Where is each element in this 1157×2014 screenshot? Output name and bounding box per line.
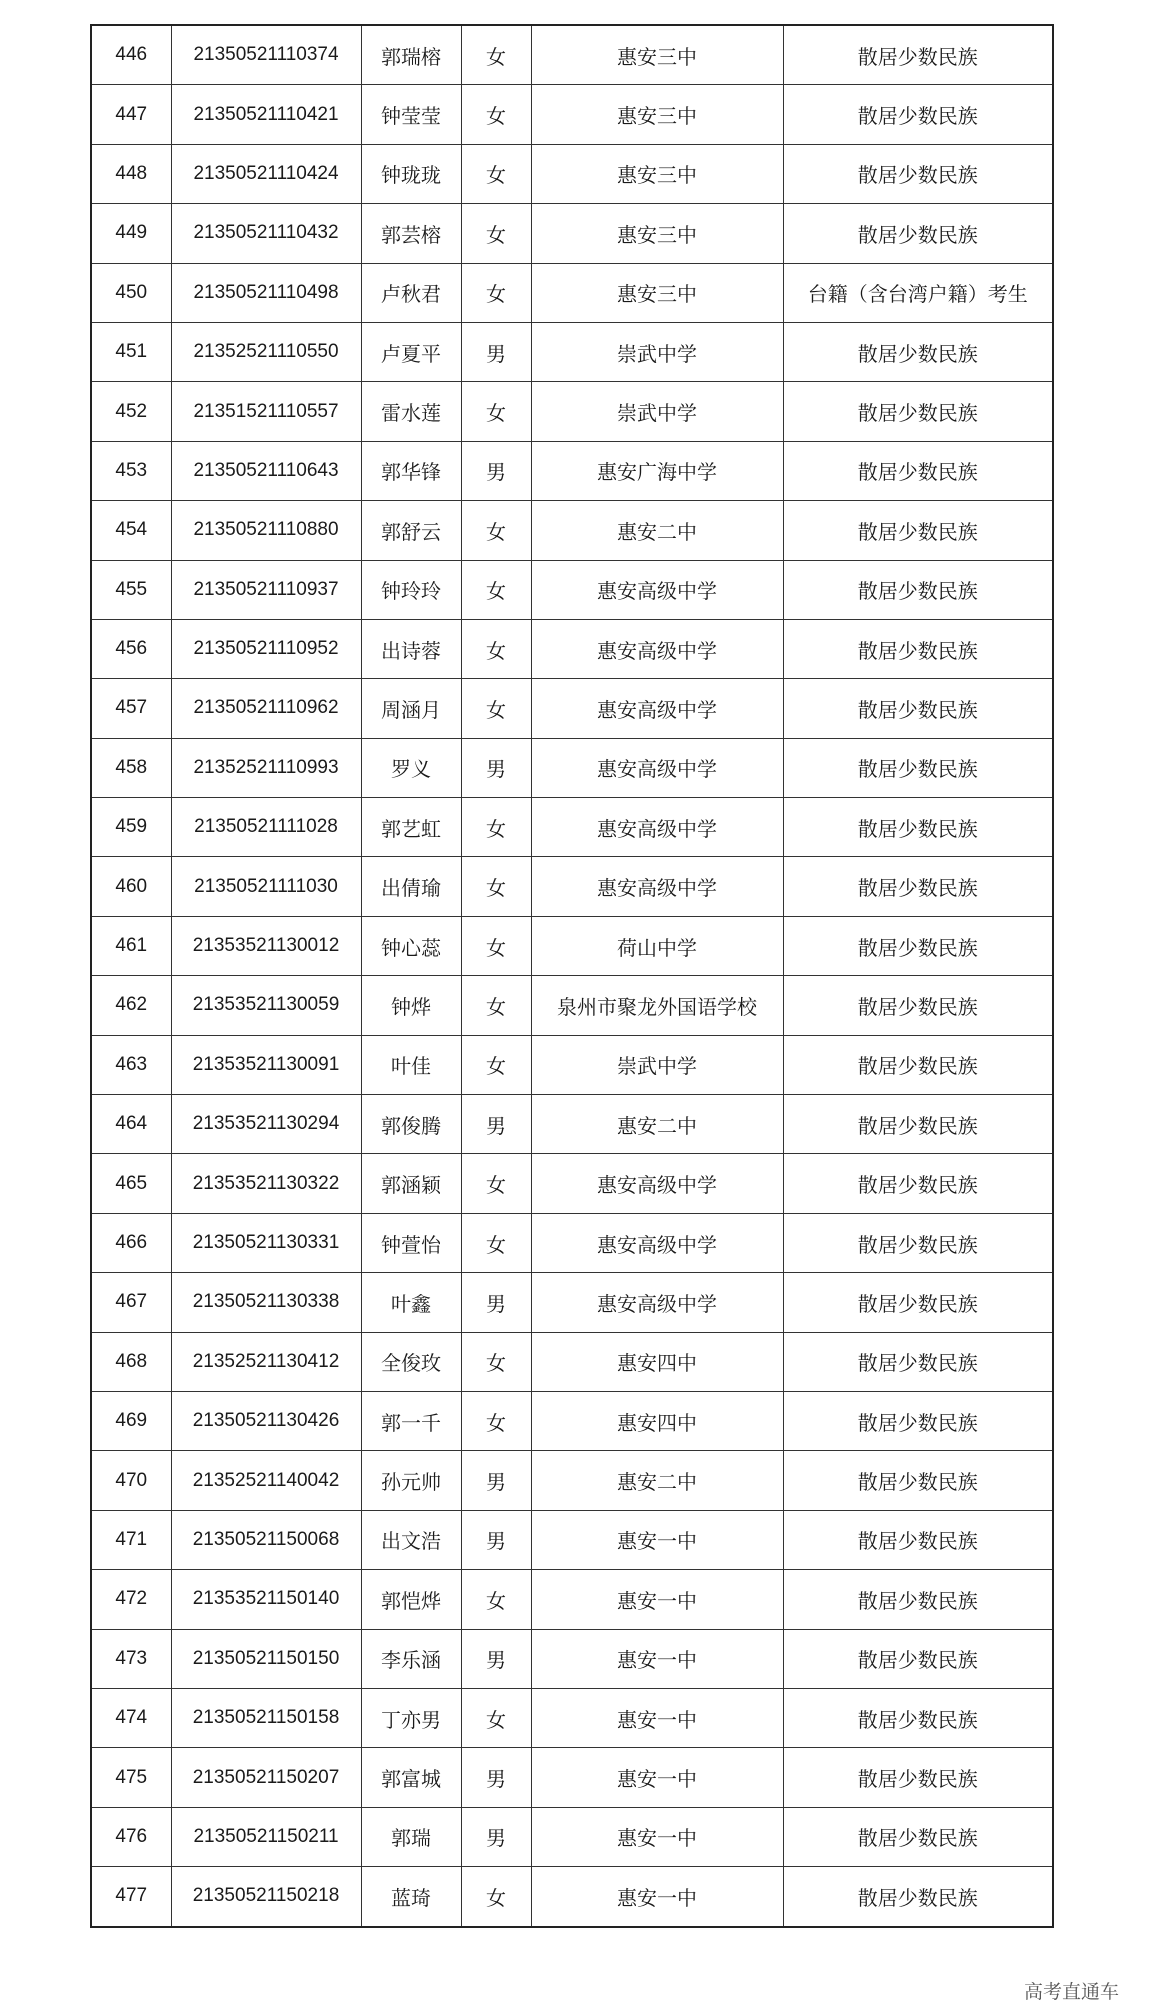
- row-number-cell: 462: [91, 976, 171, 1035]
- gender-cell: 女: [461, 501, 531, 560]
- table-row: [91, 560, 1053, 619]
- gender-cell: 女: [461, 263, 531, 322]
- row-number-cell: 476: [91, 1807, 171, 1866]
- school-cell: 惠安高级中学: [531, 1273, 783, 1332]
- exam-id-cell: 21352521140042: [171, 1451, 361, 1510]
- table-row: [91, 1510, 1053, 1569]
- school-cell: 惠安高级中学: [531, 738, 783, 797]
- gender-cell: 女: [461, 144, 531, 203]
- row-number-cell: 477: [91, 1867, 171, 1927]
- school-cell: 惠安二中: [531, 1095, 783, 1154]
- student-name-cell: 叶鑫: [361, 1273, 461, 1332]
- student-name-cell: 钟心蕊: [361, 916, 461, 975]
- school-cell: 惠安高级中学: [531, 560, 783, 619]
- category-cell: 散居少数民族: [783, 1451, 1053, 1510]
- row-number-cell: 456: [91, 619, 171, 678]
- category-cell: 散居少数民族: [783, 1095, 1053, 1154]
- exam-id-cell: 21352521110993: [171, 738, 361, 797]
- category-cell: 散居少数民族: [783, 738, 1053, 797]
- row-number-cell: 446: [91, 25, 171, 85]
- student-name-cell: 郭华锋: [361, 441, 461, 500]
- exam-id-cell: 21350521110643: [171, 441, 361, 500]
- school-cell: 崇武中学: [531, 322, 783, 381]
- category-cell: 散居少数民族: [783, 619, 1053, 678]
- table-row: [91, 857, 1053, 916]
- row-number-cell: 468: [91, 1332, 171, 1391]
- school-cell: 惠安高级中学: [531, 1154, 783, 1213]
- student-name-cell: 叶佳: [361, 1035, 461, 1094]
- exam-id-cell: 21350521150068: [171, 1510, 361, 1569]
- student-name-cell: 蓝琦: [361, 1867, 461, 1927]
- exam-id-cell: 21353521150140: [171, 1570, 361, 1629]
- table-row: [91, 1451, 1053, 1510]
- table-row: [91, 1688, 1053, 1747]
- row-number-cell: 466: [91, 1213, 171, 1272]
- gender-cell: 男: [461, 1273, 531, 1332]
- student-name-cell: 钟玲玲: [361, 560, 461, 619]
- row-number-cell: 457: [91, 679, 171, 738]
- student-name-cell: 钟莹莹: [361, 85, 461, 144]
- table-row: [91, 85, 1053, 144]
- category-cell: 散居少数民族: [783, 798, 1053, 857]
- row-number-cell: 454: [91, 501, 171, 560]
- gender-cell: 男: [461, 1748, 531, 1807]
- student-name-cell: 郭涵颖: [361, 1154, 461, 1213]
- category-cell: 散居少数民族: [783, 857, 1053, 916]
- row-number-cell: 471: [91, 1510, 171, 1569]
- category-cell: 散居少数民族: [783, 1807, 1053, 1866]
- gender-cell: 女: [461, 798, 531, 857]
- table-row: [91, 1748, 1053, 1807]
- row-number-cell: 455: [91, 560, 171, 619]
- student-name-cell: 郭舒云: [361, 501, 461, 560]
- school-cell: 惠安一中: [531, 1570, 783, 1629]
- table-row: [91, 1154, 1053, 1213]
- school-cell: 惠安三中: [531, 144, 783, 203]
- gender-cell: 男: [461, 1510, 531, 1569]
- exam-id-cell: 21353521130294: [171, 1095, 361, 1154]
- table-row: [91, 1570, 1053, 1629]
- student-name-cell: 钟烨: [361, 976, 461, 1035]
- category-cell: 台籍（含台湾户籍）考生: [783, 263, 1053, 322]
- gender-cell: 女: [461, 204, 531, 263]
- school-cell: 惠安高级中学: [531, 679, 783, 738]
- student-list-table: [90, 24, 1054, 1928]
- school-cell: 惠安一中: [531, 1807, 783, 1866]
- category-cell: 散居少数民族: [783, 976, 1053, 1035]
- category-cell: 散居少数民族: [783, 1213, 1053, 1272]
- exam-id-cell: 21351521110557: [171, 382, 361, 441]
- category-cell: 散居少数民族: [783, 1688, 1053, 1747]
- student-name-cell: 全俊玫: [361, 1332, 461, 1391]
- row-number-cell: 450: [91, 263, 171, 322]
- row-number-cell: 472: [91, 1570, 171, 1629]
- school-cell: 荷山中学: [531, 916, 783, 975]
- exam-id-cell: 21353521130059: [171, 976, 361, 1035]
- school-cell: 惠安二中: [531, 1451, 783, 1510]
- gender-cell: 女: [461, 619, 531, 678]
- table-row: [91, 798, 1053, 857]
- table-row: [91, 976, 1053, 1035]
- gender-cell: 女: [461, 1154, 531, 1213]
- gender-cell: 男: [461, 1451, 531, 1510]
- student-name-cell: 郭一千: [361, 1391, 461, 1450]
- table-row: [91, 204, 1053, 263]
- gender-cell: 女: [461, 1570, 531, 1629]
- table-row: [91, 322, 1053, 381]
- exam-id-cell: 21353521130091: [171, 1035, 361, 1094]
- table-row: [91, 1213, 1053, 1272]
- exam-id-cell: 21350521130331: [171, 1213, 361, 1272]
- table-row: [91, 1273, 1053, 1332]
- table-row: [91, 1807, 1053, 1866]
- row-number-cell: 461: [91, 916, 171, 975]
- category-cell: 散居少数民族: [783, 144, 1053, 203]
- exam-id-cell: 21350521150207: [171, 1748, 361, 1807]
- gender-cell: 女: [461, 857, 531, 916]
- gender-cell: 女: [461, 1688, 531, 1747]
- exam-id-cell: 21350521130338: [171, 1273, 361, 1332]
- gender-cell: 女: [461, 85, 531, 144]
- row-number-cell: 451: [91, 322, 171, 381]
- school-cell: 惠安三中: [531, 25, 783, 85]
- row-number-cell: 463: [91, 1035, 171, 1094]
- student-name-cell: 罗义: [361, 738, 461, 797]
- category-cell: 散居少数民族: [783, 382, 1053, 441]
- table-row: [91, 1867, 1053, 1927]
- school-cell: 惠安高级中学: [531, 1213, 783, 1272]
- school-cell: 惠安三中: [531, 204, 783, 263]
- student-name-cell: 出诗蓉: [361, 619, 461, 678]
- exam-id-cell: 21350521111028: [171, 798, 361, 857]
- exam-id-cell: 21350521110498: [171, 263, 361, 322]
- row-number-cell: 460: [91, 857, 171, 916]
- category-cell: 散居少数民族: [783, 916, 1053, 975]
- school-cell: 惠安高级中学: [531, 857, 783, 916]
- student-name-cell: 郭艺虹: [361, 798, 461, 857]
- category-cell: 散居少数民族: [783, 85, 1053, 144]
- gender-cell: 女: [461, 1035, 531, 1094]
- table-row: [91, 501, 1053, 560]
- table-row: [91, 1629, 1053, 1688]
- gender-cell: 女: [461, 1332, 531, 1391]
- exam-id-cell: 21350521130426: [171, 1391, 361, 1450]
- school-cell: 惠安一中: [531, 1688, 783, 1747]
- exam-id-cell: 21353521130322: [171, 1154, 361, 1213]
- gender-cell: 男: [461, 738, 531, 797]
- row-number-cell: 465: [91, 1154, 171, 1213]
- exam-id-cell: 21350521110424: [171, 144, 361, 203]
- category-cell: 散居少数民族: [783, 1629, 1053, 1688]
- category-cell: 散居少数民族: [783, 1510, 1053, 1569]
- table-row: [91, 1391, 1053, 1450]
- student-name-cell: 郭芸榕: [361, 204, 461, 263]
- gender-cell: 女: [461, 1391, 531, 1450]
- table-row: [91, 382, 1053, 441]
- student-name-cell: 雷水莲: [361, 382, 461, 441]
- category-cell: 散居少数民族: [783, 1867, 1053, 1927]
- exam-id-cell: 21350521110880: [171, 501, 361, 560]
- student-name-cell: 出倩瑜: [361, 857, 461, 916]
- row-number-cell: 469: [91, 1391, 171, 1450]
- student-name-cell: 孙元帅: [361, 1451, 461, 1510]
- category-cell: 散居少数民族: [783, 1570, 1053, 1629]
- gender-cell: 女: [461, 916, 531, 975]
- category-cell: 散居少数民族: [783, 1273, 1053, 1332]
- row-number-cell: 459: [91, 798, 171, 857]
- gender-cell: 女: [461, 1213, 531, 1272]
- school-cell: 惠安高级中学: [531, 798, 783, 857]
- student-name-cell: 卢夏平: [361, 322, 461, 381]
- school-cell: 惠安三中: [531, 85, 783, 144]
- gender-cell: 男: [461, 322, 531, 381]
- category-cell: 散居少数民族: [783, 441, 1053, 500]
- student-name-cell: 郭富城: [361, 1748, 461, 1807]
- gender-cell: 男: [461, 441, 531, 500]
- row-number-cell: 458: [91, 738, 171, 797]
- table-row: [91, 263, 1053, 322]
- student-name-cell: 钟萱怡: [361, 1213, 461, 1272]
- row-number-cell: 473: [91, 1629, 171, 1688]
- exam-id-cell: 21350521150218: [171, 1867, 361, 1927]
- row-number-cell: 453: [91, 441, 171, 500]
- exam-id-cell: 21350521110952: [171, 619, 361, 678]
- exam-id-cell: 21353521130012: [171, 916, 361, 975]
- exam-id-cell: 21350521150150: [171, 1629, 361, 1688]
- table-row: [91, 1095, 1053, 1154]
- school-cell: 惠安二中: [531, 501, 783, 560]
- gender-cell: 男: [461, 1807, 531, 1866]
- exam-id-cell: 21350521150158: [171, 1688, 361, 1747]
- table-row: [91, 916, 1053, 975]
- exam-id-cell: 21352521110550: [171, 322, 361, 381]
- row-number-cell: 464: [91, 1095, 171, 1154]
- school-cell: 惠安四中: [531, 1391, 783, 1450]
- exam-id-cell: 21352521130412: [171, 1332, 361, 1391]
- gender-cell: 女: [461, 976, 531, 1035]
- school-cell: 惠安一中: [531, 1867, 783, 1927]
- student-name-cell: 李乐涵: [361, 1629, 461, 1688]
- gender-cell: 女: [461, 25, 531, 85]
- table-row: [91, 25, 1053, 85]
- school-cell: 崇武中学: [531, 382, 783, 441]
- school-cell: 崇武中学: [531, 1035, 783, 1094]
- student-name-cell: 郭恺烨: [361, 1570, 461, 1629]
- table-row: [91, 1035, 1053, 1094]
- table-body: [91, 25, 1053, 1927]
- table-row: [91, 738, 1053, 797]
- gender-cell: 男: [461, 1629, 531, 1688]
- gender-cell: 女: [461, 679, 531, 738]
- watermark-text: 高考直通车: [1023, 1981, 1119, 2003]
- row-number-cell: 449: [91, 204, 171, 263]
- row-number-cell: 474: [91, 1688, 171, 1747]
- category-cell: 散居少数民族: [783, 322, 1053, 381]
- row-number-cell: 470: [91, 1451, 171, 1510]
- school-cell: 泉州市聚龙外国语学校: [531, 976, 783, 1035]
- school-cell: 惠安三中: [531, 263, 783, 322]
- school-cell: 惠安一中: [531, 1748, 783, 1807]
- student-name-cell: 郭俊腾: [361, 1095, 461, 1154]
- table-row: [91, 144, 1053, 203]
- category-cell: 散居少数民族: [783, 1154, 1053, 1213]
- student-name-cell: 丁亦男: [361, 1688, 461, 1747]
- row-number-cell: 448: [91, 144, 171, 203]
- school-cell: 惠安高级中学: [531, 619, 783, 678]
- exam-id-cell: 21350521110432: [171, 204, 361, 263]
- exam-id-cell: 21350521150211: [171, 1807, 361, 1866]
- category-cell: 散居少数民族: [783, 1035, 1053, 1094]
- student-name-cell: 周涵月: [361, 679, 461, 738]
- category-cell: 散居少数民族: [783, 501, 1053, 560]
- student-name-cell: 郭瑞: [361, 1807, 461, 1866]
- category-cell: 散居少数民族: [783, 204, 1053, 263]
- row-number-cell: 475: [91, 1748, 171, 1807]
- exam-id-cell: 21350521110962: [171, 679, 361, 738]
- gender-cell: 女: [461, 382, 531, 441]
- table-row: [91, 441, 1053, 500]
- row-number-cell: 467: [91, 1273, 171, 1332]
- category-cell: 散居少数民族: [783, 1391, 1053, 1450]
- exam-id-cell: 21350521110421: [171, 85, 361, 144]
- table-row: [91, 1332, 1053, 1391]
- exam-id-cell: 21350521110374: [171, 25, 361, 85]
- category-cell: 散居少数民族: [783, 1748, 1053, 1807]
- school-cell: 惠安四中: [531, 1332, 783, 1391]
- student-name-cell: 卢秋君: [361, 263, 461, 322]
- table-row: [91, 679, 1053, 738]
- category-cell: 散居少数民族: [783, 1332, 1053, 1391]
- category-cell: 散居少数民族: [783, 679, 1053, 738]
- school-cell: 惠安一中: [531, 1510, 783, 1569]
- exam-id-cell: 21350521110937: [171, 560, 361, 619]
- student-name-cell: 郭瑞榕: [361, 25, 461, 85]
- school-cell: 惠安广海中学: [531, 441, 783, 500]
- school-cell: 惠安一中: [531, 1629, 783, 1688]
- row-number-cell: 452: [91, 382, 171, 441]
- category-cell: 散居少数民族: [783, 25, 1053, 85]
- gender-cell: 女: [461, 1867, 531, 1927]
- student-name-cell: 出文浩: [361, 1510, 461, 1569]
- table-row: [91, 619, 1053, 678]
- student-name-cell: 钟珑珑: [361, 144, 461, 203]
- gender-cell: 女: [461, 560, 531, 619]
- exam-id-cell: 21350521111030: [171, 857, 361, 916]
- row-number-cell: 447: [91, 85, 171, 144]
- gender-cell: 男: [461, 1095, 531, 1154]
- category-cell: 散居少数民族: [783, 560, 1053, 619]
